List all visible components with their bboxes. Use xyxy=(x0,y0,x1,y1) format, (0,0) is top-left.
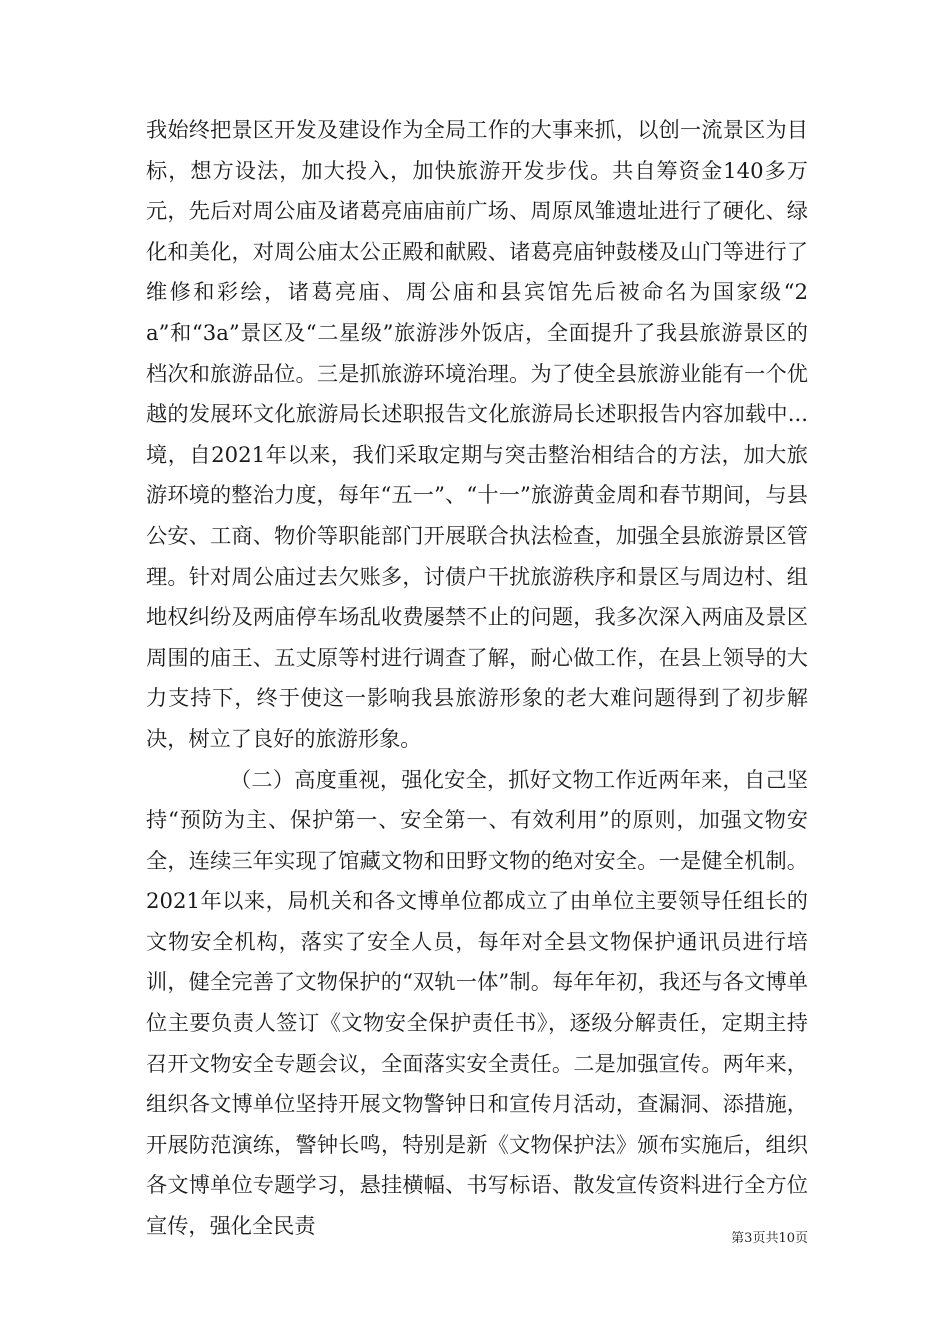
paragraph-2: （二）高度重视，强化安全，抓好文物工作近两年来，自己坚持“预防为主、保护第一、安全第一、有效利用”的原则，加强文物安全，连续三年实现了馆藏文物和田野文物的绝对安全。一是健全机制。2021年以来，局机关和各文博单位都成立了由单位主要领导任组长的文物安全机构，落实了安全人员，每年对全县文物保护通讯员进行培训，健全完善了文物保护的“双轨一体”制。每年年初，我还与各文博单位主要负责人签订《文物安全保护责任书》，逐级分解责任，定期主持召开文物安全专题会议，全面落实安全责任。二是加强宣传。两年来，组织各文博单位坚持开展文物警钟日和宣传月活动，查漏洞、添措施，开展防范演练，警钟长鸣，特别是新《文物保护法》颁布实施后，组织各文博单位专题学习，悬挂横幅、书写标语、散发宣传资料进行全方位宣传，强化全民责 xyxy=(146,766,808,1239)
paragraph-1: 我始终把景区开发及建设作为全局工作的大事来抓，以创一流景区为目标，想方设法，加大投入，加快旅游开发步伐。共自筹资金140多万元，先后对周公庙及诸葛亮庙庙前广场、周原凤雏遗址进行了硬化、绿化和美化，对周公庙太公正殿和献殿、诸葛亮庙钟鼓楼及山门等进行了维修和彩绘，诸葛亮庙、周公庙和县宾馆先后被命名为国家级“2a”和“3a”景区及“二星级”旅游涉外饭店，全面提升了我县旅游景区的档次和旅游品位。三是抓旅游环境治理。为了使全县旅游业能有一个优越的发展环文化旅游局长述职报告文化旅游局长述职报告内容加载中...境，自2021年以来，我们采取定期与突击整治相结合的方法，加大旅游环境的整治力度，每年“五一”、“十一”旅游黄金周和春节期间，与县公安、工商、物价等职能部门开展联合执法检查，加强全县旅游景区管理。针对周公庙过去欠账多，讨债户干扰旅游秩序和景区与周边村、组地权纠纷及两庙停车场乱收费屡禁不止的问题，我多次深入两庙及景区周围的庙王、五丈原等村进行调查了解，耐心做工作，在县上领导的大力支持下，终于使这一影响我县旅游形象的老大难问题得到了初步解决，树立了良好的旅游形象。 xyxy=(146,117,808,751)
document-body xyxy=(146,110,808,1247)
page-number-footer: 第3页共10页 xyxy=(731,1231,808,1246)
